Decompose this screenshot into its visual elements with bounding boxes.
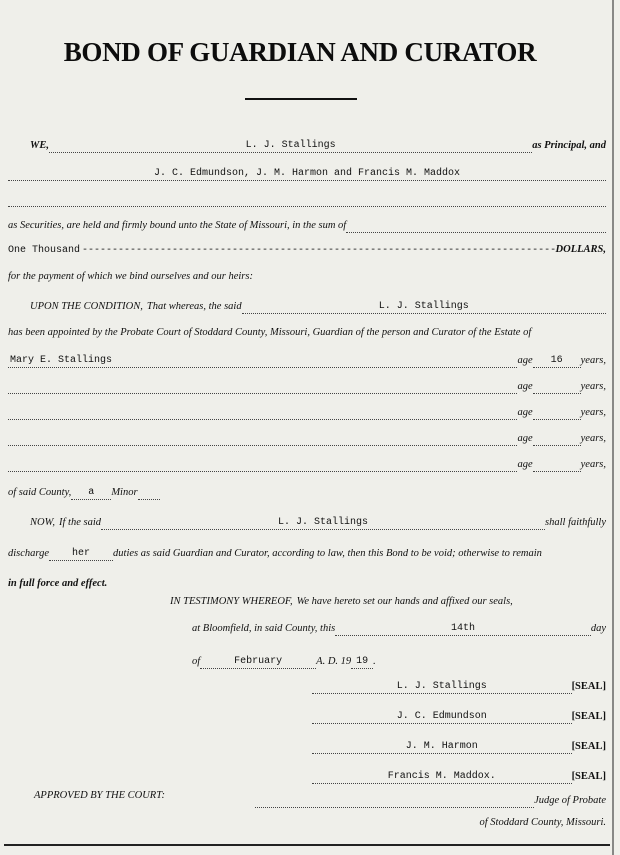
county-text: of said County,: [8, 487, 72, 498]
ward-name: [8, 445, 517, 446]
approved-text: APPROVED BY THE COURT:: [34, 790, 165, 801]
blank-line: [8, 191, 606, 207]
force-line: [8, 575, 606, 591]
sum-text: as Securities, are held and firmly bound unto the State of Missouri, in the sum of: [8, 220, 347, 231]
bottom-rule: [4, 844, 610, 846]
seal-label: [SEAL]: [571, 771, 606, 782]
ward-name: [8, 419, 517, 420]
date-line: of February A. D. 19 19 .: [192, 656, 376, 667]
age-label: age: [517, 459, 533, 470]
ad-label: A. D. 19: [316, 656, 352, 667]
approved-line: [34, 787, 254, 803]
pronoun-value: her: [49, 547, 113, 561]
month-value: February: [200, 655, 316, 669]
securities-line: [8, 165, 606, 181]
ward-age: [533, 471, 581, 472]
day-label: day: [590, 623, 606, 634]
blank-fill: [8, 206, 606, 207]
age-label: age: [517, 355, 533, 366]
testimony-text: We have hereto set our hands and affixed our seals,: [296, 596, 513, 607]
years-label: years,: [580, 381, 606, 392]
payment-line: [8, 268, 606, 284]
signature-name: J. M. Harmon: [312, 740, 572, 754]
page-edge: [612, 0, 614, 855]
ward-row: [8, 378, 606, 394]
dollars-label: DOLLARS,: [555, 244, 606, 255]
now-line: [30, 514, 606, 530]
discharge-text: duties as said Guardian and Curator, according to law, then this Bond to be void; otherwise to remain: [113, 548, 542, 559]
condition-text: That whereas, the said: [146, 301, 242, 312]
faithfully-label: shall faithfully: [545, 517, 606, 528]
appointed-line: [8, 324, 606, 340]
appointed-text: has been appointed by the Probate Court of Stoddard County, Missouri, Guardian of the person and Curator of the Estate of: [8, 327, 532, 338]
testimony-prefix: IN TESTIMONY WHEREOF,: [170, 596, 293, 607]
signature-line: [312, 708, 606, 724]
force-text: in full force and effect.: [8, 578, 108, 589]
amount-value: One Thousand: [8, 245, 81, 256]
ward-age: [533, 393, 581, 394]
judge-county-line: [480, 814, 607, 830]
securities-names: J. C. Edmundson, J. M. Harmon and Francis M. Maddox: [8, 167, 606, 181]
if-said-label: If the said: [59, 517, 101, 528]
ward-name: [8, 393, 517, 394]
discharge-label: discharge: [8, 548, 50, 559]
signature-line: [312, 768, 606, 784]
ward-row: [8, 456, 606, 472]
signature-line: [312, 678, 606, 694]
ward-row: [8, 430, 606, 446]
sum-line: [8, 217, 606, 233]
condition-line: [30, 298, 606, 314]
judge-county: of Stoddard County, Missouri.: [479, 817, 606, 828]
we-label: WE,: [30, 140, 49, 151]
day-value: 14th: [335, 622, 591, 636]
amount-line: [8, 241, 606, 257]
seal-label: [SEAL]: [571, 711, 606, 722]
seal-label: [SEAL]: [571, 681, 606, 692]
amount-dashes: [80, 244, 556, 257]
years-label: years,: [580, 355, 606, 366]
title-rule: [245, 98, 357, 100]
years-label: years,: [580, 459, 606, 470]
ward-age: [533, 419, 581, 420]
condition-prefix: UPON THE CONDITION,: [30, 301, 143, 312]
signature-name: J. C. Edmundson: [312, 710, 572, 724]
ward-row: [8, 352, 606, 368]
ward-age: 16: [533, 354, 581, 368]
now-label: NOW,: [30, 517, 55, 528]
of-label: of: [192, 656, 201, 667]
as-principal-label: as Principal, and: [532, 140, 606, 151]
minor-label: Minor: [111, 487, 138, 498]
principal-name: L. J. Stallings: [49, 139, 532, 153]
judge-title: Judge of Probate: [534, 795, 606, 806]
ward-row: [8, 404, 606, 420]
testimony-line: [170, 593, 606, 609]
now-name: L. J. Stallings: [101, 516, 545, 530]
signature-line: [312, 738, 606, 754]
ward-name: Mary E. Stallings: [8, 354, 517, 368]
judge-signature: [255, 807, 534, 808]
age-label: age: [517, 407, 533, 418]
minor-article: a: [71, 486, 111, 500]
seal-label: [SEAL]: [571, 741, 606, 752]
sum-fill: [346, 232, 606, 233]
discharge-line: [8, 545, 606, 561]
minor-fill: [138, 499, 160, 500]
age-label: age: [517, 433, 533, 444]
year-value: 19: [351, 655, 373, 669]
signature-name: L. J. Stallings: [312, 680, 572, 694]
years-label: years,: [580, 433, 606, 444]
ward-name: [8, 471, 517, 472]
principal-line: [30, 137, 606, 153]
age-label: age: [517, 381, 533, 392]
place-line: [192, 620, 606, 636]
county-line: [8, 484, 606, 500]
ward-age: [533, 445, 581, 446]
payment-text: for the payment of which we bind ourselves and our heirs:: [8, 271, 253, 282]
signature-name: Francis M. Maddox.: [312, 770, 572, 784]
judge-line: [255, 792, 606, 808]
place-text: at Bloomfield, in said County, this: [192, 623, 336, 634]
condition-name: L. J. Stallings: [242, 300, 606, 314]
years-label: years,: [580, 407, 606, 418]
document-title: BOND OF GUARDIAN AND CURATOR: [63, 37, 537, 67]
